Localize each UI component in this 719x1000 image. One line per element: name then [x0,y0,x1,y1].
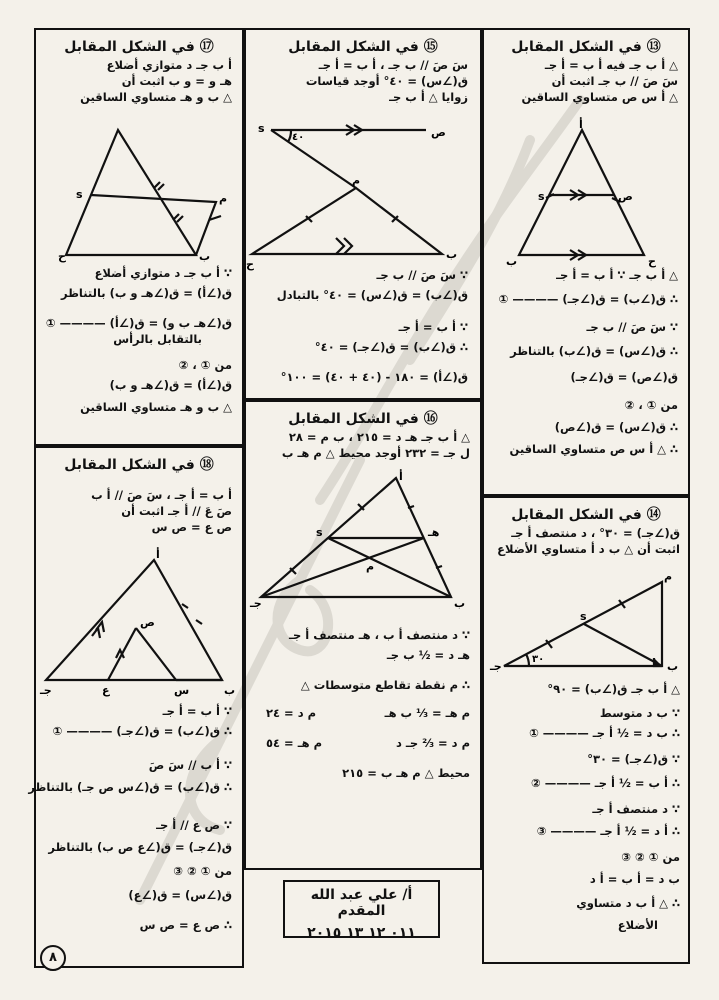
problem-16-title: ⑯ في الشكل المقابل [288,411,438,427]
problem-13-line-3: △ أ س ص متساوي الساقين [521,90,678,104]
problem-15-line-3: زوايا △ أ ب جـ [389,90,468,104]
svg-text:أ: أ [156,548,160,561]
problem-17-panel [34,28,244,446]
problem-18-line-2: صَ عَ // أ جـ اثبت أن [121,504,232,518]
svg-text:ب: ب [224,684,236,697]
svg-text:س: س [174,684,190,697]
problem-14-proof-11: الأضلاع [617,918,658,932]
problem-15-proof-2: ق(∠ب) = ق(∠س) = ٤٠° بالتبادل [276,288,468,302]
svg-text:ب: ب [454,597,466,610]
problem-16-proof-6: م هـ = ٥٤ [266,736,323,750]
problem-17-line-3: △ ب و هـ متساوي الساقين [80,90,232,104]
problem-18-proof-6: ق(∠جـ) = ق(∠ع ص ب) بالتناظر [48,840,232,854]
problem-17-proof-2: ق(∠أ) = ق(∠هـ و ب) بالتناظر [60,286,232,300]
svg-text:أ: أ [399,470,403,483]
problem-13-proof-8: ∴ △ أ س ص متساوي الساقين [509,442,678,456]
problem-14-proof-10: ∴ △ أ ب د متساوي [576,896,680,910]
problem-15-line-2: ق(∠س) = ٤٠° أوجد قياسات [305,74,468,88]
svg-text:م: م [352,174,361,187]
svg-text:جـ: جـ [490,660,502,673]
problem-13-proof-2: ∴ ق(∠ب) = ق(∠جـ) ———— ① [498,292,678,306]
problem-17-title: ⑰ في الشكل المقابل [64,39,214,55]
author-name: أ/ علي عبد الله المقدم [310,887,413,919]
problem-18-panel [28,446,244,968]
problem-18-proof-4: ∴ ق(∠ب) = ق(∠س ص جـ) بالتناظر [28,780,232,794]
svg-text:هـ: هـ [428,526,440,539]
problem-15-proof-5: ق(∠أ) = ١٨٠ - (٤٠ + ٤٠) = ١٠٠° [280,370,468,384]
svg-text:s: s [580,610,587,623]
problem-18-proof-5: ∵ ص ع // أ جـ [156,818,232,832]
problem-16-proof-8: محيط △ م هـ ب = ٢١٥ [342,766,470,780]
svg-text:s: s [258,122,265,135]
problem-17-proof-1: ∵ أ ب جـ د متوازي أضلاع [94,266,232,280]
problem-13-line-1: △ أ ب جـ فيه أ ب = أ جـ [544,58,678,72]
problem-18-proof-8: ق(∠س) = ق(∠ع) [128,888,232,902]
problem-17-proof-4: بالتقابل بالرأس [113,332,202,346]
problem-16-proof-2: هـ د = ½ ب جـ [386,648,470,662]
problem-17-proof-7: △ ب و هـ متساوي الساقين [80,400,232,414]
svg-text:أ: أ [579,118,583,131]
problem-13-line-2: سَ صَ // ب جـ اثبت أن [551,74,678,88]
problem-15-line-1: سَ صَ // ب جـ ، أ ب = أ جـ [318,58,468,72]
problem-13-proof-1: △ أ ب جـ ∵ أ ب = أ جـ [556,268,678,282]
problem-14-proof-6: ∵ د منتصف أ جـ [592,802,680,816]
problem-16-proof-1: ∵ د منتصف أ ب ، هـ منتصف أ جـ [289,628,470,642]
problem-13-proof-3: ∵ سَ صَ // ب جـ [586,320,678,334]
problem-18-proof-7: من ① ② ③ [173,864,232,878]
svg-text:م: م [366,560,375,573]
problem-15-proof-3: ∵ أ ب = أ جـ [398,320,468,334]
problem-15-proof-1: ∵ سَ صَ // ب جـ [376,268,468,282]
author-box [283,880,440,941]
problem-13-proof-4: ∴ ق(∠س) = ق(∠ب) بالتناظر [510,344,678,358]
svg-text:s: s [76,188,83,201]
problem-18-figure [36,548,246,698]
problem-16-line-1: △ أ ب جـ هـ د = ٢١٥ ، ب م = ٢٨ [288,430,470,444]
problem-16-line-2: ل جـ = ٢٣٢ أوجد محيط △ م هـ ب [281,446,470,460]
problem-15-angle-label: ٤٠ [292,132,305,143]
problem-13-panel [482,28,690,496]
problem-14-panel [482,496,690,964]
problem-14-line-1: ق(∠جـ) = ٣٠° ، د منتصف أ جـ [511,526,680,540]
problem-13-proof-6: من ① ، ② [624,398,678,412]
problem-13-proof-5: ق(∠ص) = ق(∠جـ) [570,370,678,384]
problem-14-figure [484,570,692,680]
problem-16-panel [244,400,482,870]
problem-18-proof-3: ∵ أ ب // سَ صَ [148,758,232,772]
problem-15-panel [244,28,482,400]
problem-14-proof-4: ∵ ق(∠جـ) = ٣٠° [587,752,680,766]
problem-17-line-1: أ ب جـ د متوازي أضلاع [106,58,232,72]
problem-13-proof-7: ∴ ق(∠س) = ق(∠ص) [554,420,678,434]
problem-17-proof-5: من ① ، ② [178,358,232,372]
problem-14-proof-1: △ أ ب جـ ق(∠ب) = ٩٠° [547,682,680,696]
svg-text:جـ: جـ [250,597,262,610]
problem-14-proof-7: ∴ أ د = ½ أ جـ ———— ③ [536,824,680,838]
svg-text:ح: ح [246,258,254,271]
problem-18-title: ⑱ في الشكل المقابل [64,457,214,473]
problem-15-proof-4: ∴ ق(∠ب) = ق(∠جـ) = ٤٠° [314,340,468,354]
problem-13-figure [484,120,692,270]
svg-text:م: م [664,570,673,583]
page-number: ٨ [40,945,66,971]
svg-text:ح: ح [58,250,66,263]
svg-text:ب: ب [506,255,518,268]
svg-text:ب: ب [446,248,458,261]
problem-16-proof-5: م د = ٢٤ [266,706,317,720]
problem-16-figure [246,472,484,622]
svg-text:ص: ص [431,126,446,139]
problem-18-proof-9: ∴ ص ع = ص س [139,918,232,932]
problem-14-proof-9: ب د = أ ب = أ د [589,872,680,886]
svg-text:جـ: جـ [40,684,52,697]
svg-text:ب: ب [199,250,211,263]
problem-18-line-3: ص ع = ص س [151,520,232,534]
svg-text:ص: ص [140,616,155,629]
svg-text:م: م [219,192,228,205]
problem-14-title: ⑭ في الشكل المقابل [511,507,661,523]
svg-text:s: s [316,526,323,539]
problem-18-line-1: أ ب = أ جـ ، سَ صَ // أ ب [91,488,232,502]
svg-text:ص: ص [618,190,633,203]
problem-14-proof-3: ∴ ب د = ½ أ جـ ———— ① [529,726,680,740]
svg-text:s: s [538,190,545,203]
problem-13-title: ⑬ في الشكل المقابل [511,39,661,55]
problem-17-proof-3: ق(∠هـ ب و) = ق(∠أ) ———— ① [45,316,232,330]
problem-17-proof-6: ق(∠أ) = ق(∠هـ و ب) [109,378,232,392]
problem-18-proof-2: ∴ ق(∠ب) = ق(∠جـ) ———— ① [52,724,232,738]
problem-18-proof-1: ∵ أ ب = أ جـ [162,704,232,718]
problem-14-proof-2: ∵ ب د متوسط [599,706,680,720]
author-phone: ٠١١ ١٢ ١٣ ٢٠١٥ [307,925,416,941]
problem-17-figure [36,120,246,263]
problem-14-proof-5: ∴ أ ب = ½ أ جـ ———— ② [531,776,680,790]
svg-text:ب: ب [667,660,679,673]
problem-14-proof-8: من ① ② ③ [621,850,680,864]
svg-text:ع: ع [102,684,110,697]
problem-17-line-2: هـ و = و ب اثبت أن [121,74,232,88]
problem-15-title: ⑮ في الشكل المقابل [288,39,438,55]
svg-text:ح: ح [648,255,656,268]
problem-15-figure [246,118,484,271]
problem-16-proof-7: م د = ⅔ جـ د [395,736,470,750]
problem-16-proof-4: م هـ = ⅓ ب هـ [384,706,470,720]
problem-16-proof-3: ∴ م نقطة تقاطع متوسطات △ [300,678,470,692]
problem-14-angle-label: ٣٠ [532,654,545,665]
problem-14-line-2: اثبت أن △ ب د أ متساوي الأضلاع [497,542,680,556]
